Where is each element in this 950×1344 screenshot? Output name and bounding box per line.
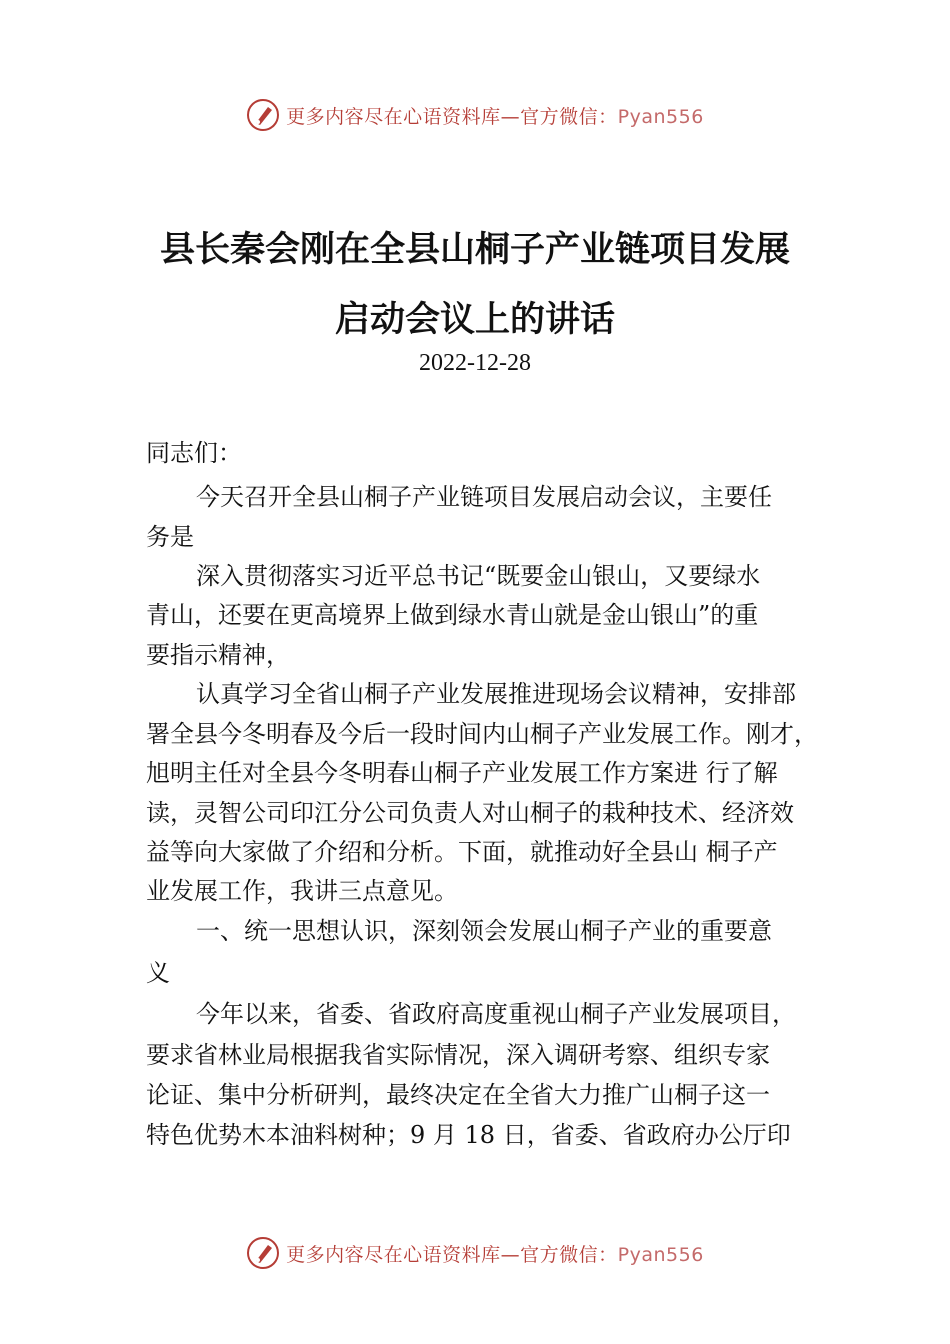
body-line: 今年以来，省委、省政府高度重视山桐子产业发展项目， (196, 1000, 796, 1028)
watermark-banner-top (0, 95, 950, 135)
watermark-wechat-id: Pyan556 (617, 105, 704, 128)
body-line: 认真学习全省山桐子产业发展推进现场会议精神，安排部 (196, 680, 796, 708)
document-date: 2022-12-28 (419, 350, 531, 376)
watermark-text: 更多内容尽在心语资料库—官方微信：Pyan556 (286, 105, 704, 128)
document-title-line-1: 县长秦会刚在全县山桐子产业链项目发展 (159, 230, 790, 270)
body-line: 义 (146, 959, 170, 987)
watermark-wechat-id: Pyan556 (617, 1243, 704, 1266)
body-line: 特色优势木本油料树种；9 月 18 日，省委、省政府办公厅印 (146, 1121, 791, 1149)
body-line: 要指示精神， (146, 641, 290, 669)
body-line: 署全县今冬明春及今后一段时间内山桐子产业发展工作。刚才， (146, 720, 818, 748)
body-line: 今天召开全县山桐子产业链项目发展启动会议，主要任 (196, 483, 772, 511)
body-line: 同志们： (146, 439, 242, 467)
body-line: 旭明主任对全县今冬明春山桐子产业发展工作方案进 行了解 (146, 759, 778, 787)
watermark-banner-bottom (0, 1233, 950, 1273)
pen-nib-logo-icon (246, 1236, 280, 1270)
body-line: 要求省林业局根据我省实际情况，深入调研考察、组织专家 (146, 1041, 770, 1069)
body-line: 业发展工作，我讲三点意见。 (146, 877, 458, 905)
body-line: 青山，还要在更高境界上做到绿水青山就是金山银山”的重 (146, 601, 759, 629)
body-line: 务是 (146, 523, 194, 551)
body-line: 深入贯彻落实习近平总书记“既要金山银山，又要绿水 (196, 562, 761, 590)
watermark-text: 更多内容尽在心语资料库—官方微信：Pyan556 (286, 1243, 704, 1266)
body-line: 论证、集中分析研判，最终决定在全省大力推广山桐子这一 (146, 1081, 770, 1109)
body-line: 读，灵智公司印江分公司负责人对山桐子的栽种技术、经济效 (146, 799, 794, 827)
body-line: 益等向大家做了介绍和分析。下面，就推动好全县山 桐子产 (146, 838, 778, 866)
document-title-line-2: 启动会议上的讲话 (334, 300, 615, 340)
pen-nib-logo-icon (246, 98, 280, 132)
body-line: 一、统一思想认识，深刻领会发展山桐子产业的重要意 (196, 917, 772, 945)
